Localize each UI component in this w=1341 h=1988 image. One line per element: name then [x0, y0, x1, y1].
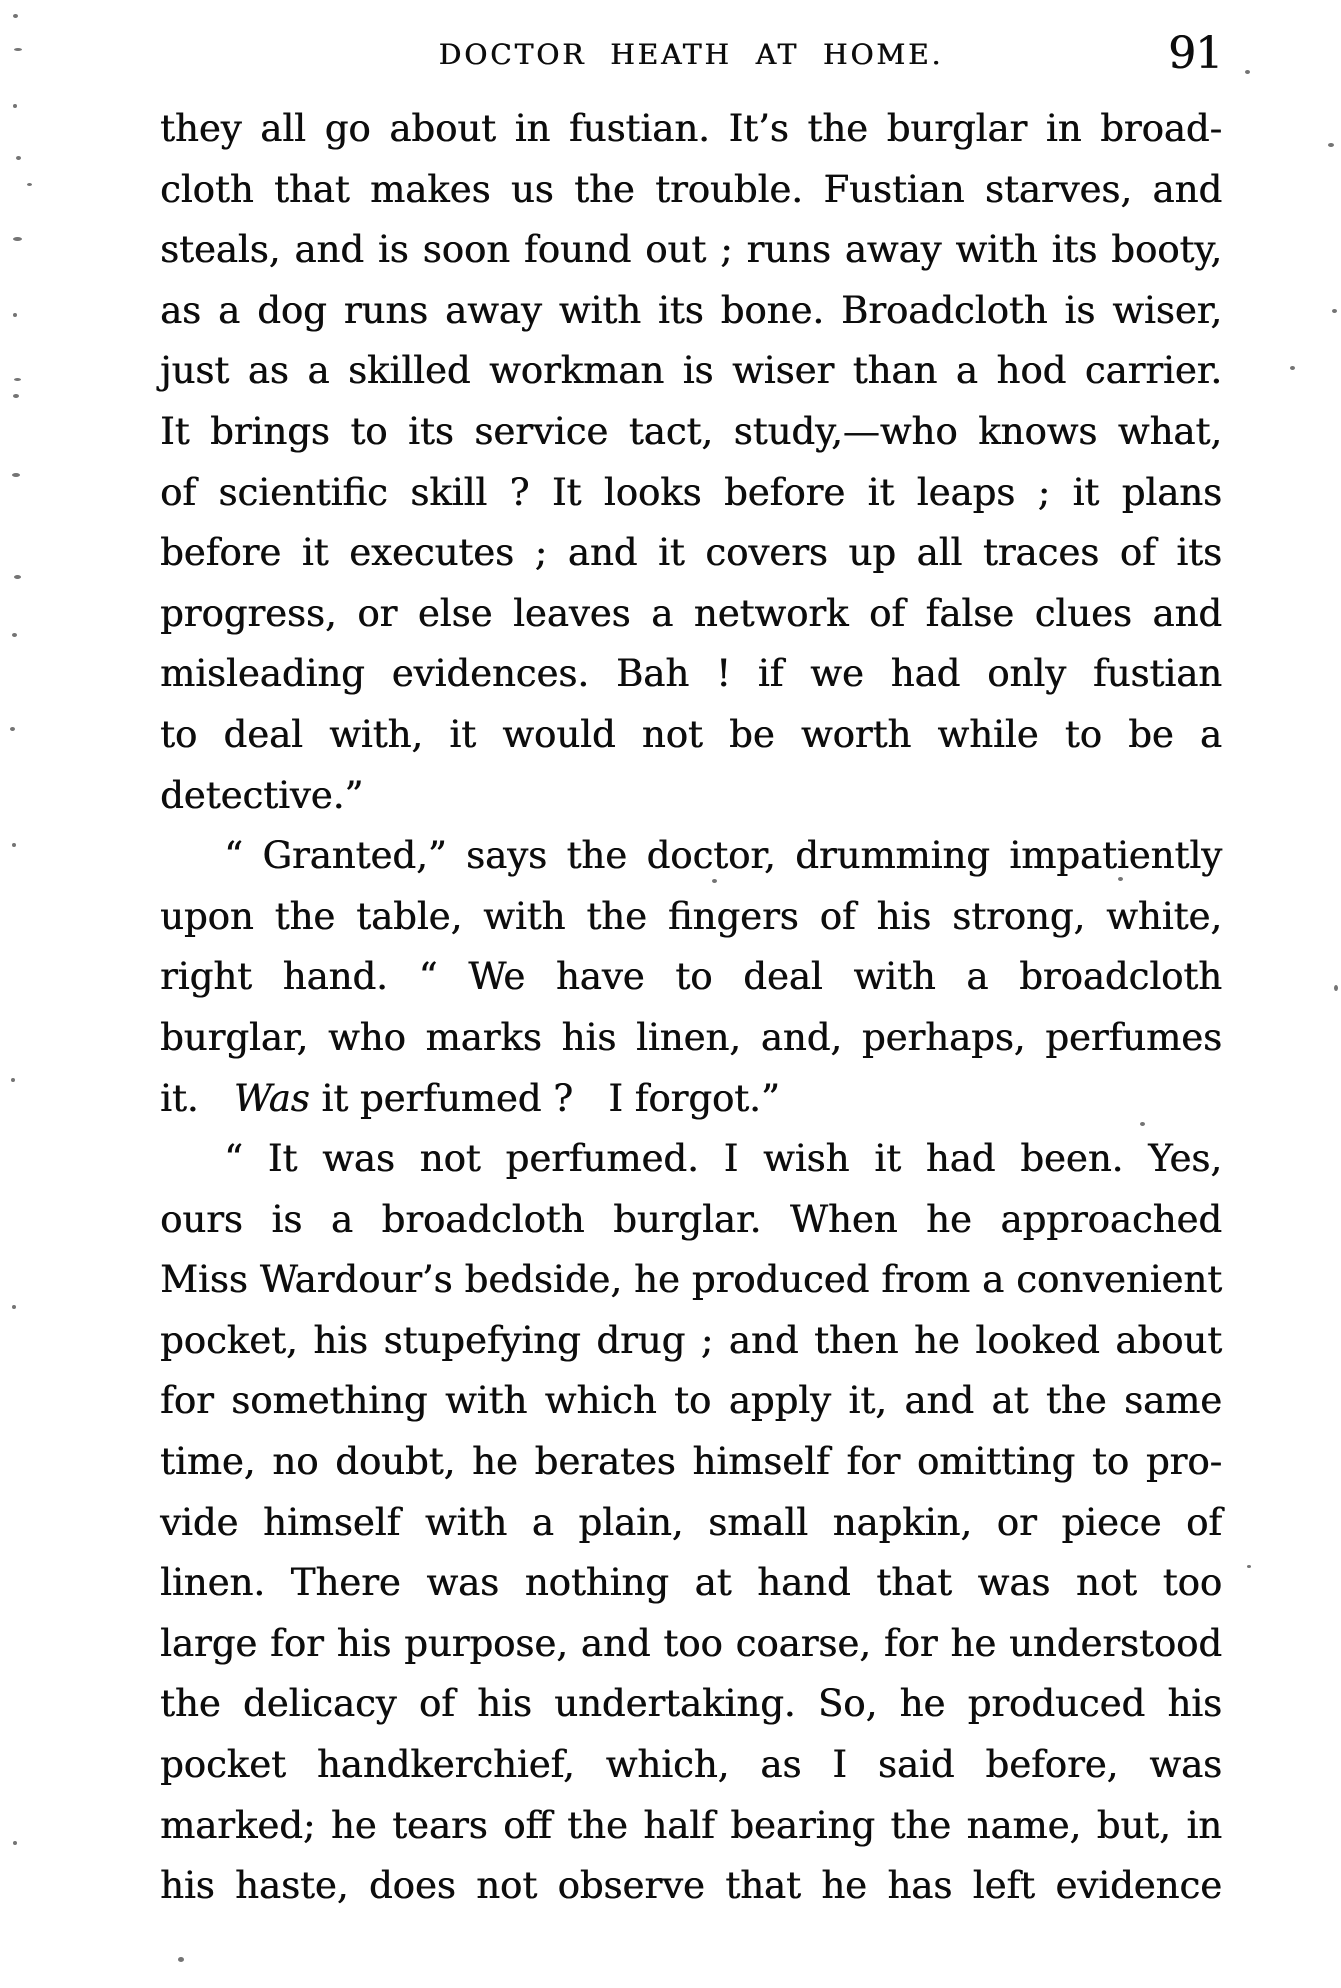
text-line: they all go about in fustian. It’s the burglar in broad-: [160, 107, 1222, 150]
scan-speck: [178, 1957, 184, 1962]
scan-speck: [16, 156, 21, 160]
text-segment: it.: [160, 1076, 234, 1120]
scan-speck: [13, 1841, 17, 1845]
scan-speck: [1140, 1122, 1145, 1126]
text-line: Miss Wardour’s bedside, he produced from a convenient: [160, 1258, 1222, 1302]
text-line: burglar, who marks his linen, and, perhaps, perfumes: [160, 1015, 1222, 1059]
italic-text: Was: [233, 1076, 310, 1120]
text-line: before it executes ; and it covers up all traces of its: [160, 531, 1222, 575]
scan-speck: [12, 633, 17, 637]
text-line: “ It was not perfumed. I wish it had been. Yes,: [224, 1137, 1222, 1181]
text-line: right hand. “ We have to deal with a broadcloth: [160, 955, 1222, 999]
text-line: pocket, his stupefying drug ; and then he looked about: [160, 1318, 1222, 1362]
text-line: of scientific skill ? It looks before it leaps ; it plans: [160, 470, 1222, 514]
text-line: pocket handkerchief, which, as I said before, was: [160, 1743, 1222, 1787]
text-line: for something with which to apply it, and at the same: [160, 1379, 1222, 1423]
text-line: vide himself with a plain, small napkin, or piece of: [160, 1500, 1222, 1544]
text-line: steals, and is soon found out ; runs away with its booty,: [160, 228, 1222, 272]
text-line: It brings to its service tact, study,—who knows what,: [160, 409, 1222, 453]
scan-speck: [1118, 877, 1123, 881]
text-line: as a dog runs away with its bone. Broadcloth is wiser,: [160, 288, 1222, 332]
chapter-title: DOCTOR HEATH AT HOME.: [438, 38, 944, 71]
scan-speck: [13, 313, 17, 317]
text-segment: it perfumed ? I forgot.”: [309, 1076, 780, 1120]
scan-speck: [11, 1078, 15, 1082]
scan-speck: [14, 378, 21, 381]
scan-speck: [13, 237, 22, 241]
page-text: [160, 99, 1222, 1917]
text-line: detective.”: [160, 773, 364, 817]
scan-speck: [13, 14, 18, 18]
scan-speck: [13, 104, 17, 108]
running-header: [160, 30, 1222, 90]
text-line: ours is a broadcloth burglar. When he approached: [160, 1197, 1222, 1241]
text-line: large for his purpose, and too coarse, for he understood: [160, 1621, 1222, 1665]
text-line: his haste, does not observe that he has left evidence: [160, 1864, 1222, 1908]
scan-speck: [12, 1305, 16, 1309]
scan-speck: [1245, 70, 1250, 74]
scan-speck: [12, 843, 16, 847]
text-line: cloth that makes us the trouble. Fustian starves, and: [160, 167, 1222, 211]
scan-speck: [1328, 143, 1334, 147]
scan-speck: [712, 879, 717, 883]
page-number: 91: [1168, 28, 1222, 79]
text-line: marked; he tears off the half bearing the name, but, in: [160, 1803, 1222, 1847]
scan-speck: [1334, 985, 1338, 991]
text-line: the delicacy of his undertaking. So, he produced his: [160, 1682, 1222, 1726]
scan-speck: [10, 727, 15, 731]
text-line: progress, or else leaves a network of false clues and: [160, 591, 1222, 635]
text-line: upon the table, with the fingers of his strong, white,: [160, 894, 1222, 938]
text-line: to deal with, it would not be worth while to be a: [160, 712, 1222, 756]
scan-speck: [1332, 309, 1337, 313]
scan-speck: [14, 48, 22, 51]
scan-speck: [1247, 1565, 1251, 1568]
scan-speck: [27, 183, 32, 186]
scan-speck: [1290, 366, 1295, 370]
scan-speck: [12, 473, 20, 477]
text-line: “ Granted,” says the doctor, drumming impatiently: [224, 834, 1222, 878]
scan-speck: [13, 394, 19, 398]
text-line: just as a skilled workman is wiser than a hod carrier.: [160, 349, 1222, 393]
text-line: linen. There was nothing at hand that was not too: [160, 1561, 1222, 1605]
text-line: misleading evidences. Bah ! if we had only fustian: [160, 652, 1222, 696]
text-line: time, no doubt, he berates himself for omitting to pro-: [160, 1440, 1222, 1484]
scan-speck: [14, 575, 21, 579]
text-line: [160, 1069, 1222, 1130]
